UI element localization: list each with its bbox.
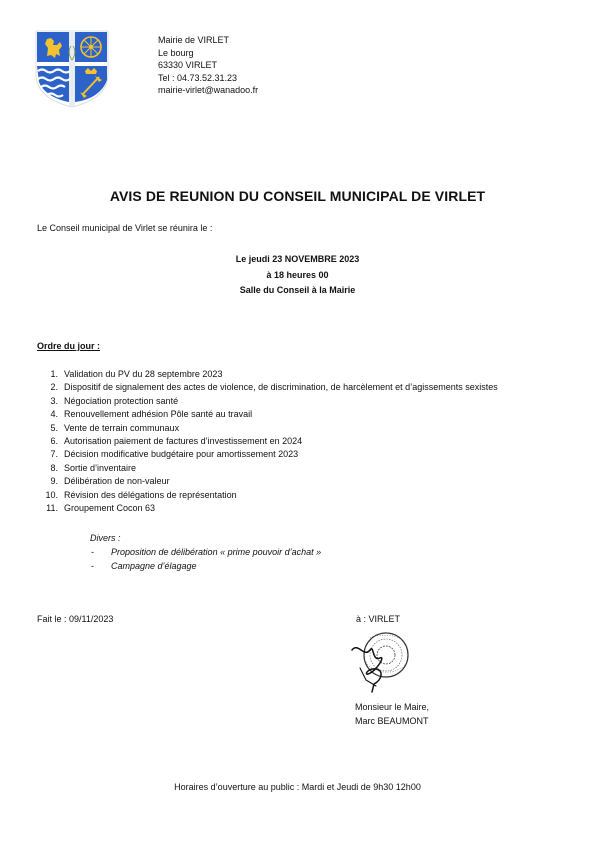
agenda-item-number: 1. [50,369,58,379]
agenda-item [37,502,498,515]
town-hall-contact [158,34,258,97]
agenda-item [37,368,498,381]
meeting-date: Le jeudi 23 NOVEMBRE 2023 [235,254,360,264]
agenda-item [37,462,498,475]
agenda-item-text: Décision modificative budgétaire pour amortissement 2023 [64,449,299,460]
agenda-heading: Ordre du jour : [37,341,100,351]
agenda-item-number: 10. [45,489,58,500]
coat-of-arms-icon [35,30,109,108]
contact-email: mairie-virlet@wanadoo.fr [158,85,259,95]
agenda-item-text: Vente de terrain communaux [64,422,180,433]
issue-date: Fait le : 09/11/2023 [37,614,114,624]
agenda-item-text: Sortie d’inventaire [64,462,137,473]
agenda-item-number: 11. [46,502,58,513]
agenda-item-text: Dispositif de signalement des actes de violence, de discrimination, de harcèlement et d’agissements sexistes [64,382,498,393]
agenda-item-number: 9. [50,476,58,487]
contact-line: Tel : 04.73.52.31.23 [158,72,238,83]
signer-title: Monsieur le Maire, [355,702,430,712]
divers-item-text: Campagne d’élagage [111,561,197,571]
official-stamp-icon [346,628,416,698]
contact-line: 63330 VIRLET [158,60,218,70]
agenda-item-number: 7. [50,449,58,460]
divers-item-dash: - [91,547,94,557]
divers-item [91,559,321,573]
agenda-item-text: Négociation protection santé [64,395,179,406]
agenda-item [37,422,498,435]
agenda-item [37,489,498,502]
agenda-item-text: Révision des délégations de représentation [64,489,237,500]
agenda-list [37,368,498,515]
agenda-item [37,381,498,394]
agenda-item-number: 2. [50,382,58,393]
intro-text: Le Conseil municipal de Virlet se réunira le : [37,223,213,233]
agenda-item-text: Délibération de non-valeur [64,476,170,487]
agenda-item-number: 4. [50,409,58,420]
divers-item-dash: - [91,561,94,571]
page-title: AVIS DE REUNION DU CONSEIL MUNICIPAL DE VIRLET [109,188,486,204]
agenda-item [37,475,498,488]
divers-item-text: Proposition de délibération « prime pouvoir d’achat » [111,547,322,557]
meeting-details [0,252,595,299]
agenda-item-number: 3. [50,395,58,406]
agenda-item [37,435,498,448]
contact-line: Le bourg [158,47,194,58]
agenda-item [37,448,498,461]
opening-hours-footer: Horaires d’ouverture au public : Mardi et Jeudi de 9h30 12h00 [174,782,421,792]
agenda-item [37,408,498,421]
contact-line: Mairie de VIRLET [158,35,230,45]
agenda-item-text: Groupement Cocon 63 [64,502,156,513]
divers-section [90,531,321,573]
agenda-item-number: 6. [50,435,58,446]
meeting-place: Salle du Conseil à la Mairie [239,285,356,295]
agenda-item-number: 5. [50,422,58,433]
signer-name: Marc BEAUMONT [355,716,429,726]
agenda-item-number: 8. [50,462,58,473]
signature-block [355,700,429,728]
agenda-item-text: Autorisation paiement de factures d’investissement en 2024 [64,435,303,446]
agenda-item-text: Validation du PV du 28 septembre 2023 [64,369,223,379]
agenda-item [37,395,498,408]
divers-item [91,545,321,559]
divers-heading: Divers : [90,533,121,543]
issue-place: à : VIRLET [356,614,401,624]
agenda-item-text: Renouvellement adhésion Pôle santé au travail [64,409,253,420]
meeting-time: à 18 heures 00 [266,269,329,280]
